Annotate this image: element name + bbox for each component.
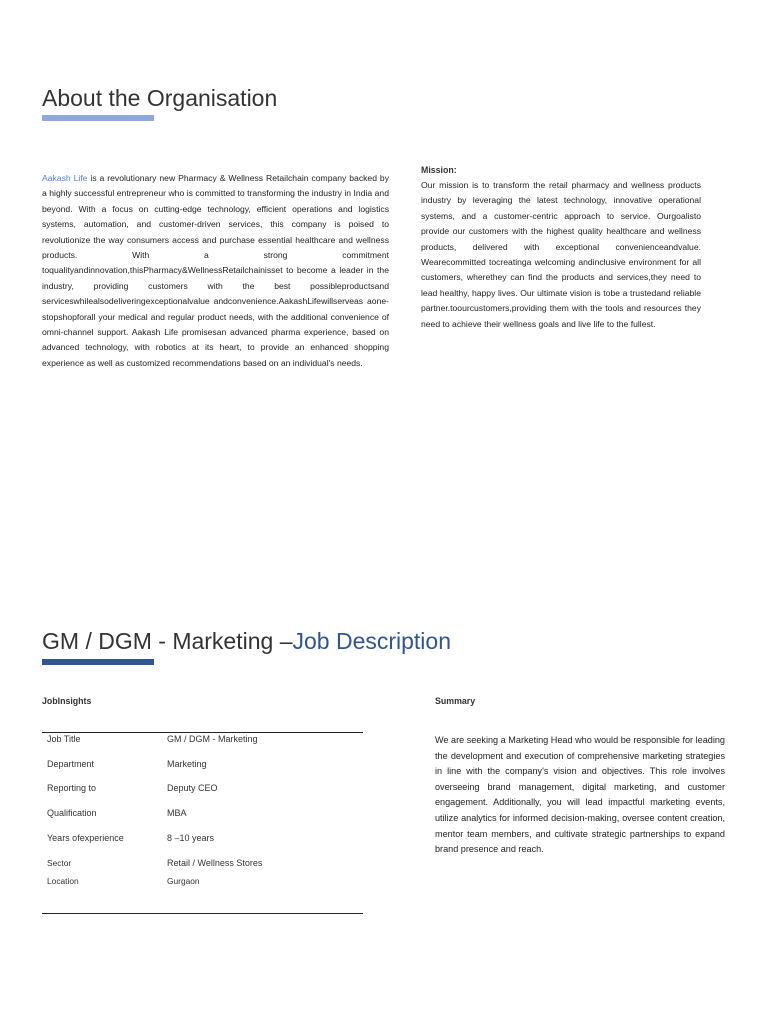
job-insights-table <box>42 734 363 894</box>
table-row <box>42 783 363 808</box>
row-value: Marketing <box>167 759 207 769</box>
job-title-main: GM / DGM - Marketing – <box>42 628 293 654</box>
company-name-highlight: Aakash Life <box>42 173 88 183</box>
about-intro-paragraph <box>42 171 389 371</box>
row-value: Deputy CEO <box>167 783 218 793</box>
table-row <box>42 833 363 858</box>
row-value: 8 –10 years <box>167 833 215 843</box>
mission-label: Mission: <box>421 165 457 175</box>
job-insights-label: JobInsights <box>42 696 92 706</box>
about-title: About the Organisation <box>42 85 278 111</box>
row-value: Gurgaon <box>167 876 200 886</box>
about-intro-text: is a revolutionary new Pharmacy & Wellness Retailchain company backed by a highly successful entrepreneur who is committed to transforming the industry in India and beyond. With a focus on cutting-edge technology, efficient operations and logistics systems, automation, and customer-driven services, this company is poised to revolutionize the way consumers access and purchase essential healthcare and wellness products. With a strong commitment toqualityandinnovation,thisPharmacy&WellnessRetailchainisset to become a leader in the industry, providing customers with the best possibleproductsand serviceswhilealsodeliveringexceptionalvalue andconvenience.AakashLifewillserveas aone-stopshopforall your medical and regular product needs, with the additional convenience of omni-channel support. Aakash Life promisesan advanced pharma experience, based on advanced technology, with robotics at its heart, to provide an enhanced shopping experience as well as customized recommendations based on an individual's needs. <box>42 173 389 368</box>
row-value: Retail / Wellness Stores <box>167 858 263 868</box>
table-row <box>42 858 363 876</box>
job-insights-bottom-rule <box>42 913 363 914</box>
row-label: Years ofexperience <box>47 833 124 843</box>
row-value: GM / DGM - Marketing <box>167 734 258 744</box>
about-title-underline <box>42 115 154 121</box>
row-label: Department <box>47 759 95 769</box>
table-row <box>42 734 363 759</box>
summary-label: Summary <box>435 696 476 706</box>
job-insights-top-rule <box>42 732 363 733</box>
summary-text: We are seeking a Marketing Head who would be responsible for leading the development and execution of comprehensive marketing strategies in line with the company's vision and objectives. This role involves overseeing brand management, digital marketing, and customer engagement. Additionally, you will lead impactful marketing events, utilize analytics for informed decision-making, oversee content creation, mentor team members, and cultivate strategic partnerships to expand brand presence and reach. <box>435 735 725 855</box>
row-value: MBA <box>167 808 187 818</box>
row-label: Qualification <box>47 808 97 818</box>
job-title-heading <box>42 630 451 653</box>
row-label: Reporting to <box>47 783 97 793</box>
job-title-accent: Job Description <box>292 628 452 654</box>
table-row <box>42 759 363 783</box>
mission-text: Our mission is to transform the retail pharmacy and wellness products industry by leveraging the latest technology, innovative operational systems, and a customer-centric approach to service. Ourgoalisto provide our customers with the highest quality healthcare and wellness products, delivered with exceptional convenienceandvalue. Wearecommitted tocreatinga welcoming andinclusive environment for all customers, wherethey can find the products and services,they need to lead healthy, happy lives. Our ultimate vision is tobe a trustedand reliable partner.toourcustomers,providing them with the tools and resources they need to achieve their wellness goals and live life to the fullest. <box>421 180 701 329</box>
row-label: Sector <box>47 858 72 868</box>
row-label: Job Title <box>47 734 81 744</box>
table-row <box>42 876 363 894</box>
job-title-underline <box>42 659 154 665</box>
table-row <box>42 808 363 833</box>
row-label: Location <box>47 876 79 886</box>
